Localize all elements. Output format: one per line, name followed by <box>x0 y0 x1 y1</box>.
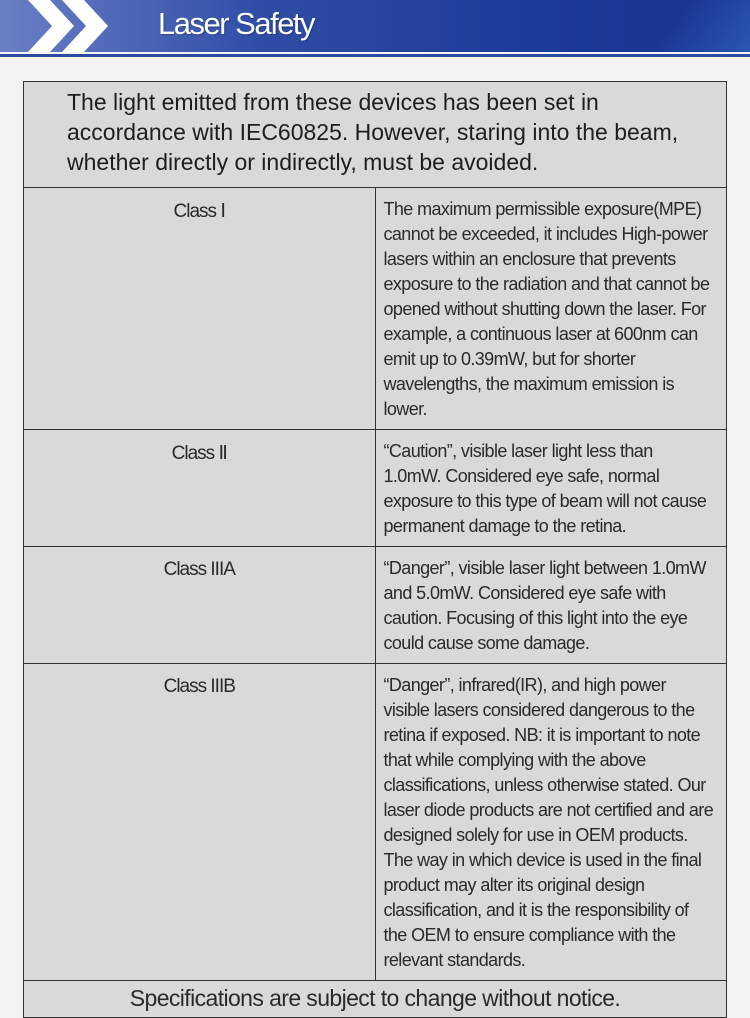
footer-note: Specifications are subject to change without notice. <box>24 981 727 1018</box>
page-title: Laser Safety <box>158 6 315 41</box>
intro-row <box>24 82 727 188</box>
laser-class-table <box>23 81 727 1018</box>
intro-text: The light emitted from these devices has been set in accordance with IEC60825. However, staring into the beam, whether directly or indirectly, must be avoided. <box>24 82 727 188</box>
header-banner <box>0 0 750 52</box>
class-label: Class IIIB <box>24 664 376 981</box>
class-description: “Caution”, visible laser light less than 1.0mW. Considered eye safe, normal exposure to this type of beam will not cause permanent damage to the retina. <box>375 430 727 547</box>
table-row <box>24 188 727 430</box>
class-label: Class Ⅰ <box>24 188 376 430</box>
class-description: “Danger”, infrared(IR), and high power visible lasers considered dangerous to the retina if exposed. NB: it is important to note that while complying with the above classifications, unless otherwise stated. Our laser diode products are not certified and are designed solely for use in OEM products. The way in which device is used in the final product may alter its original design classification, and it is the responsibility of the OEM to ensure compliance with the relevant standards. <box>375 664 727 981</box>
class-description: The maximum permissible exposure(MPE) cannot be exceeded, it includes High-power lasers within an enclosure that prevents exposure to the radiation and that cannot be opened without shutting down the laser. For example, a continuous laser at 600nm can emit up to 0.39mW, but for shorter wavelengths, the maximum emission is lower. <box>375 188 727 430</box>
banner-stripe <box>652 0 750 52</box>
footer-row <box>24 981 727 1018</box>
header-underline <box>0 54 750 57</box>
table-row <box>24 547 727 664</box>
chevron-right-icon <box>28 0 148 52</box>
table-row <box>24 664 727 981</box>
class-label: Class IIIA <box>24 547 376 664</box>
table-row <box>24 430 727 547</box>
class-description: “Danger”, visible laser light between 1.0mW and 5.0mW. Considered eye safe with caution. Focusing of this light into the eye could cause some damage. <box>375 547 727 664</box>
class-label: Class Ⅱ <box>24 430 376 547</box>
